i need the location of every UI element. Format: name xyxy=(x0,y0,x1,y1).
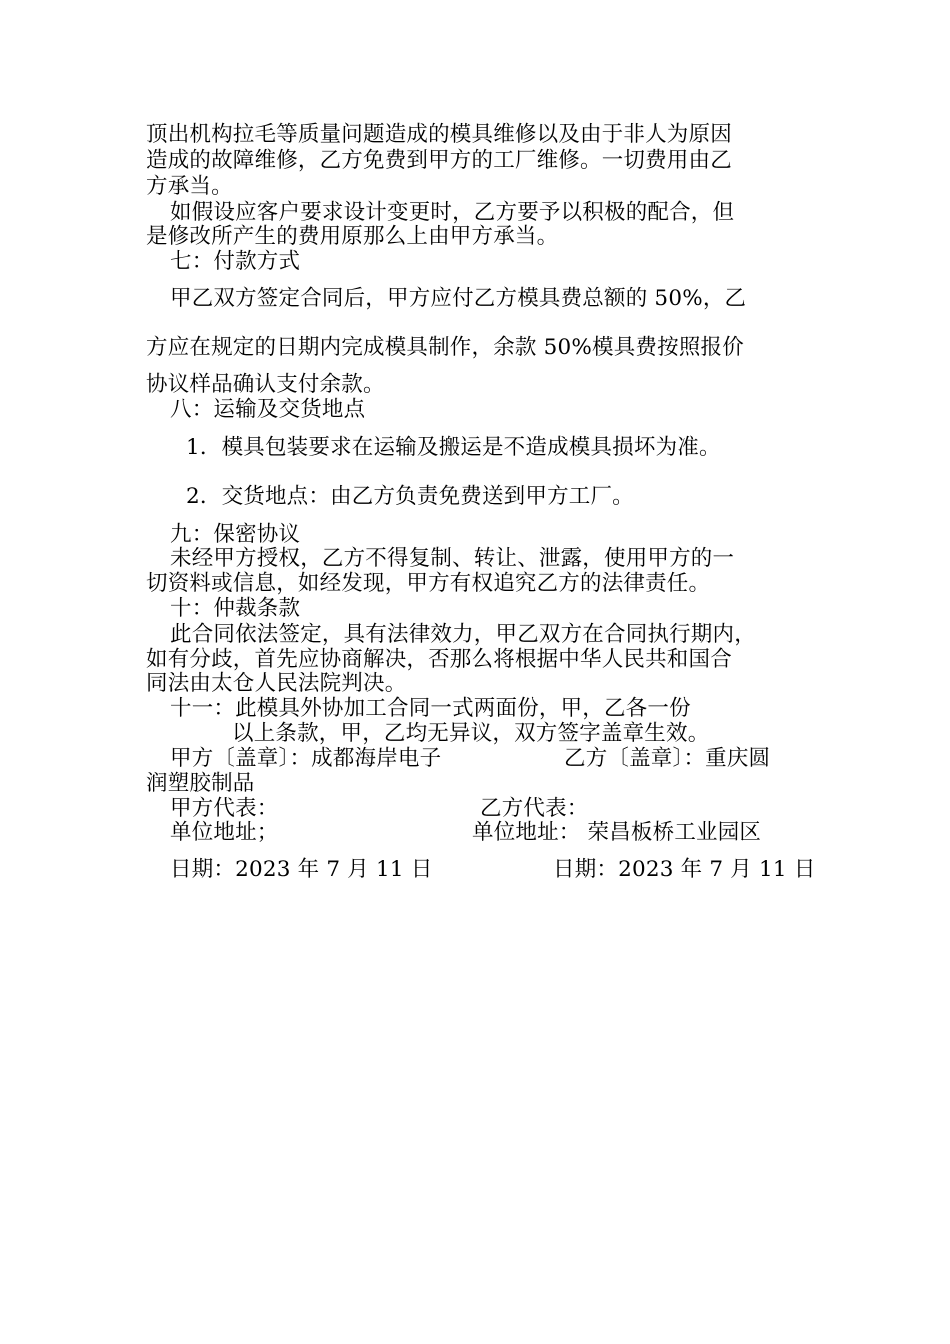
section-heading: 七：付款方式 xyxy=(170,249,301,274)
party-a-date: 日期：2023 年 7 月 11 日 xyxy=(170,857,433,882)
paragraph-line: 方承当。 xyxy=(146,174,233,199)
paragraph-line: 造成的故障维修，乙方免费到甲方的工厂维修。一切费用由乙 xyxy=(146,148,732,173)
paragraph-line: 十一：此模具外协加工合同一式两面份，甲，乙各一份 xyxy=(170,696,691,721)
section-heading: 十：仲裁条款 xyxy=(170,596,301,621)
list-item: 1．模具包装要求在运输及搬运是不造成模具损坏为准。 xyxy=(186,435,721,460)
paragraph-line: 是修改所产生的费用原那么上由甲方承当。 xyxy=(146,224,559,249)
party-a-representative: 甲方代表： xyxy=(170,796,279,821)
paragraph-line: 同法由太仓人民法院判决。 xyxy=(146,671,407,696)
list-item: 2．交货地点：由乙方负责免费送到甲方工厂。 xyxy=(186,484,634,509)
section-heading: 八：运输及交货地点 xyxy=(170,397,366,422)
party-b-seal: 乙方〔盖章〕：重庆圆 xyxy=(564,746,771,771)
party-a-address: 单位地址； xyxy=(170,820,279,845)
party-b-address: 单位地址： 荣昌板桥工业园区 xyxy=(472,820,762,845)
paragraph-line: 未经甲方授权，乙方不得复制、转让、泄露，使用甲方的一 xyxy=(170,546,735,571)
party-a-seal: 甲方〔盖章〕：成都海岸电子 xyxy=(170,746,442,771)
party-b-date: 日期：2023 年 7 月 11 日 xyxy=(553,857,816,882)
paragraph-line: 此合同依法签定，具有法律效力，甲乙双方在合同执行期内， xyxy=(170,622,756,647)
paragraph-line: 甲乙双方签定合同后，甲方应付乙方模具费总额的 50%，乙 xyxy=(170,286,747,311)
paragraph-line: 如假设应客户要求设计变更时，乙方要予以积极的配合，但 xyxy=(170,200,735,225)
paragraph-line: 顶出机构拉毛等质量问题造成的模具维修以及由于非人为原因 xyxy=(146,122,732,147)
paragraph-line: 以上条款，甲，乙均无异议，双方签字盖章生效。 xyxy=(232,721,710,746)
section-heading: 九：保密协议 xyxy=(170,522,301,547)
paragraph-line: 如有分歧，首先应协商解决，否那么将根据中华人民共和国合 xyxy=(146,647,732,672)
paragraph-line: 方应在规定的日期内完成模具制作，余款 50%模具费按照报价 xyxy=(146,335,744,360)
party-b-seal-continued: 润塑胶制品 xyxy=(146,771,255,796)
paragraph-line: 协议样品确认支付余款。 xyxy=(146,372,385,397)
paragraph-line: 切资料或信息，如经发现，甲方有权追究乙方的法律责任。 xyxy=(146,571,711,596)
party-b-representative: 乙方代表： xyxy=(480,796,589,821)
